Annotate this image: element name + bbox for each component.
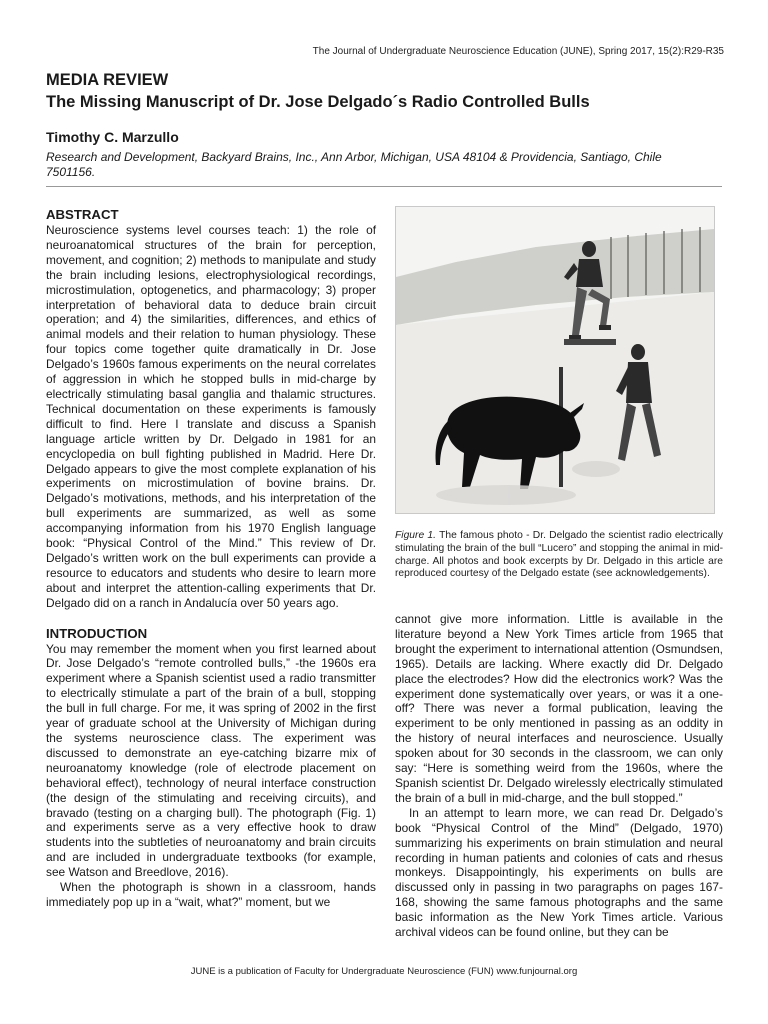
bullfight-photo-illustration bbox=[396, 207, 714, 513]
figure-1-photo bbox=[395, 206, 715, 514]
right-column bbox=[395, 612, 723, 940]
header-divider bbox=[46, 186, 722, 187]
running-head: The Journal of Undergraduate Neuroscience Education (JUNE), Spring 2017, 15(2):R29-R35 bbox=[312, 46, 724, 57]
arena-ground bbox=[396, 292, 714, 513]
page-footer: JUNE is a publication of Faculty for Undergraduate Neuroscience (FUN) www.funjournal.org bbox=[190, 966, 578, 977]
figure-label: Figure 1. bbox=[395, 530, 437, 541]
barrier-top bbox=[564, 339, 616, 345]
article-kicker: MEDIA REVIEW bbox=[46, 71, 169, 89]
intro-paragraph-3: In an attempt to learn more, we can read Dr. Delgado’s book “Physical Control of the Mind” (Delgado, 1970) summarizing his experiments on brain stimulation and neural recording in human patients and colonies of cats and rhesus monkeys. Disappointingly, his experiments on bulls are discussed only in passing in two paragraphs on pages 167-168, showing the same famous photographs and the same basic information as the New York Times article. Various archival videos can be found online, but they can be bbox=[395, 805, 723, 940]
article-title: The Missing Manuscript of Dr. Jose Delgado´s Radio Controlled Bulls bbox=[46, 93, 590, 111]
author-affiliation: Research and Development, Backyard Brains, Inc., Ann Arbor, Michigan, USA 48104 & Providencia, Santiago, Chile 7501156. bbox=[46, 150, 662, 179]
figure-1-caption bbox=[395, 530, 723, 581]
intro-paragraph-2-start: When the photograph is shown in a classroom, hands immediately pop up in a “wait, what?” moment, but we bbox=[46, 880, 376, 909]
author-name: Timothy C. Marzullo bbox=[46, 129, 179, 145]
left-column bbox=[46, 207, 376, 910]
abstract-heading: ABSTRACT bbox=[46, 207, 119, 222]
intro-paragraph-1: You may remember the moment when you first learned about Dr. Jose Delgado’s “remote controlled bulls,” -the 1960s era experiment where a Spanish scientist used a radio transmitter to electrically stimulate a part of the brain of a bull, stopping the bull in full charge. For me, it was spring of 2002 in the first year of graduate school at the University of Michigan during the systems neuroscience class. The experiment was discussed to demonstrate an eye-catching bizarre mix of neuroanatomy knowledge (role of electrode placement on behavioral effect), technology of neural interface construction (the design of the stimulating and receiving circuits), and bravado (testing on a charging bull). The photograph (Fig. 1) and experiments serve as a very effective hook to draw students into the subtleties of neuroanatomy and brain circuits and are included in undergraduate textbooks (for example, see Watson and Breedlove, 2016). bbox=[46, 641, 376, 880]
intro-paragraph-2-continued: cannot give more information. Little is available in the literature beyond a New York Times article from 1965 that brought the experiment to international attention (Osmundsen, 1965). Details are lacking. Where exactly did Dr. Delgado place the electrodes? How did the electronics work? Was the experiment done systematically over years, or was it a one-off? There was never a formal publication, leaving the experiment to be only mentioned in passing as an oddity in the history of neural interfaces and neuroscience. Usually spoken about for 30 seconds in the classroom, we can only say: “Here is something weird from the 1960s, where the Spanish scientist Dr. Delgado wirelessly electrically stimulated the brain of a bull in mid-charge, and the bull stopped.” bbox=[395, 612, 723, 805]
introduction-heading: INTRODUCTION bbox=[46, 625, 148, 641]
figure-caption-text: The famous photo - Dr. Delgado the scientist radio electrically stimulating the brain of the bull “Lucero” and stopping the animal in mid-charge. All photos and book excerpts by Dr. Delgado in this article are reproduced courtesy of the Delgado estate (see acknowledgements). bbox=[395, 530, 723, 580]
abstract-text: Neuroscience systems level courses teach: 1) the role of neuroanatomical structures of the brain for perception, movement, and cognition; 2) methods to manipulate and study the brain including lesions, electrophysiological recordings, microstimulation, optogenetics, and pharmacology; 3) proper interpretation of behavioral data to deduce brain circuit operation; and 4) the similarities, differences, and ethics of animal models and their relation to human physiology. These four topics come together quite dramatically in Dr. Jose Delgado’s 1960s famous experiments on the neural correlates of aggression in which he stopped bulls in mid-charge by electrically stimulating basal ganglia and thalamic structures. Technical documentation on these experiments is famously difficult to find. Here I translate and discuss a Spanish language article written by Dr. Delgado in 1981 for an encyclopedia on bull fighting published in Madrid. Here Dr. Delgado appears to give the most complete explanation of his experiments on microstimulation of bovine brains. Dr. Delgado’s motivations, methods, and his interpretation of the bull experiments are summarized, as well as some accompanying information from his 1970 English language book: “Physical Control of the Mind.” This review of Dr. Delgado’s written work on the bull experiments can provide a resource to educators and students who desire to learn more about and interpret the attention-calling experiments that Dr. Delgado did on a ranch in Andalucía over 50 years ago. bbox=[46, 223, 376, 610]
